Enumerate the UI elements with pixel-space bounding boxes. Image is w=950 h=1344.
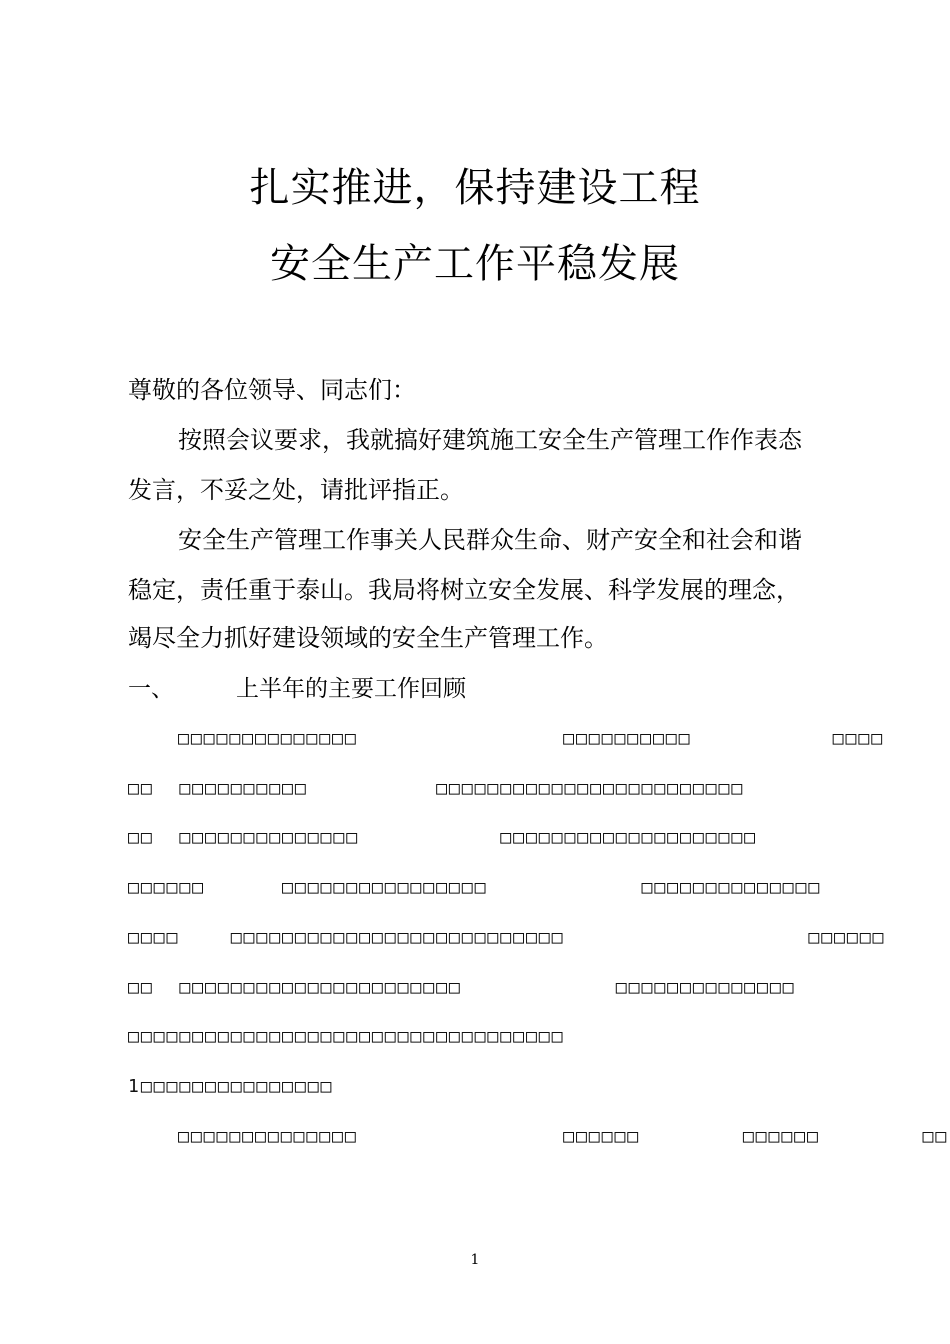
paragraph-1-line-1: 按照会议要求，我就搞好建筑施工安全生产管理工作作表态 — [178, 426, 802, 454]
document-title-line-2: 安全生产工作平稳发展 — [270, 241, 680, 287]
garbled-text-line: □□□□□□□□□□□□□□ □□□□□□ □□□□□□ □□ — [178, 1126, 949, 1147]
garbled-text-line: 1□□□□□□□□□□□□□□□ — [128, 1076, 334, 1097]
garbled-text-line: □□□□□□□□□□□□□□ □□□□□□□□□□ □□□□ — [178, 728, 885, 749]
paragraph-1-line-2: 发言，不妥之处，请批评指正。 — [128, 476, 464, 504]
garbled-text-line: □□ □□□□□□□□□□□□□□ □□□□□□□□□□□□□□□□□□□□ — [128, 827, 758, 848]
section-1-number: 一、 — [128, 676, 174, 702]
document-title-line-1: 扎实推进，保持建设工程 — [249, 165, 701, 211]
garbled-text-line: □□□□ □□□□□□□□□□□□□□□□□□□□□□□□□□ □□□□□□ — [128, 927, 886, 948]
paragraph-2-line-1: 安全生产管理工作事关人民群众生命、财产安全和社会和谐 — [178, 526, 802, 554]
paragraph-2-line-2: 稳定，责任重于泰山。我局将树立安全发展、科学发展的理念， — [128, 576, 800, 604]
garbled-text-line: □□□□□□ □□□□□□□□□□□□□□□□ □□□□□□□□□□□□□□ — [128, 877, 822, 898]
salutation: 尊敬的各位领导、同志们： — [128, 376, 416, 404]
page-number: 1 — [470, 1252, 480, 1268]
garbled-text-line: □□ □□□□□□□□□□ □□□□□□□□□□□□□□□□□□□□□□□□ — [128, 778, 745, 799]
garbled-text-line: □□□□□□□□□□□□□□□□□□□□□□□□□□□□□□□□□□ — [128, 1026, 565, 1047]
garbled-text-line: □□ □□□□□□□□□□□□□□□□□□□□□□ □□□□□□□□□□□□□□ — [128, 977, 796, 998]
section-1-title: 上半年的主要工作回顾 — [236, 676, 466, 702]
paragraph-2-line-3: 竭尽全力抓好建设领域的安全生产管理工作。 — [128, 624, 608, 652]
